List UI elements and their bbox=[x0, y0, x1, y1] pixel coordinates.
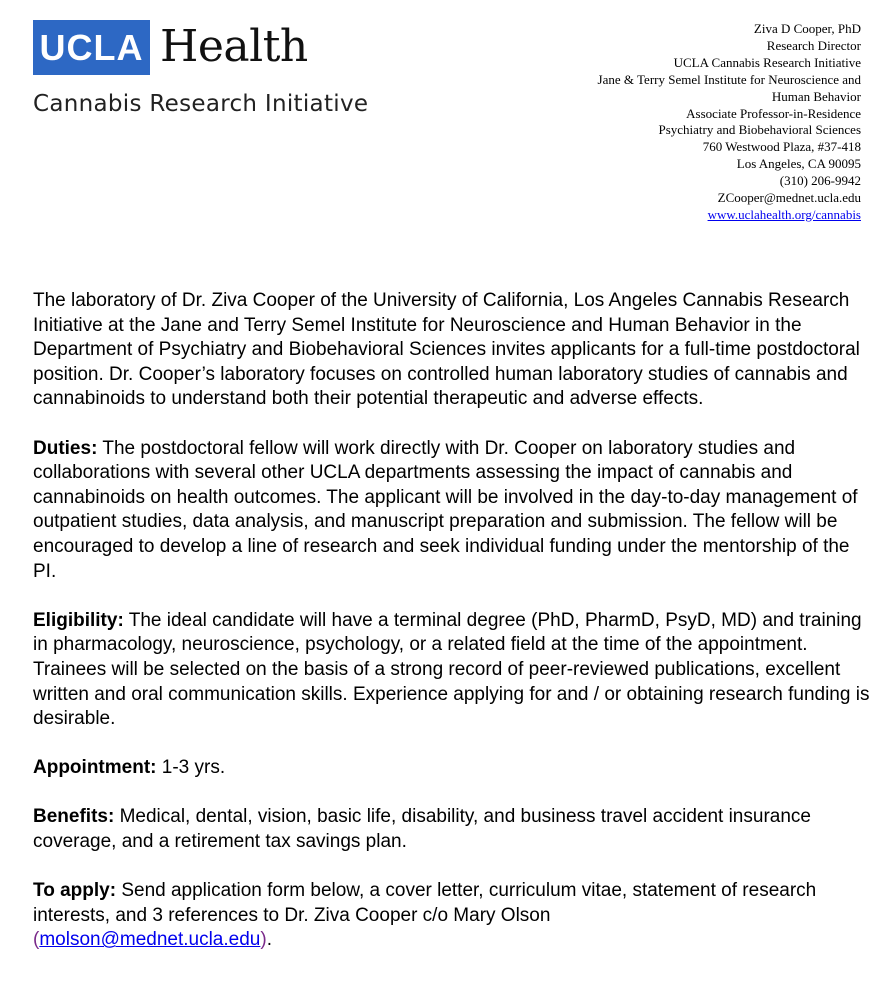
eligibility-paragraph bbox=[33, 609, 873, 732]
apply-paren-close: ) bbox=[260, 929, 267, 951]
appointment-text: 1-3 yrs. bbox=[156, 757, 226, 779]
ucla-logo-box: UCLA bbox=[33, 20, 150, 75]
apply-text: Send application form below, a cover letter, curriculum vitae, statement of research interests, and 3 references to Dr. Ziva Cooper c/o Mary Olson bbox=[33, 880, 817, 926]
contact-name: Ziva D Cooper, PhD bbox=[753, 21, 861, 36]
contact-institute-line2: Human Behavior bbox=[771, 88, 861, 104]
health-wordmark: Health bbox=[160, 21, 308, 72]
contact-website-link[interactable]: www.uclahealth.org/cannabis bbox=[707, 206, 861, 222]
duties-paragraph bbox=[33, 437, 873, 585]
contact-title: Research Director bbox=[766, 37, 861, 53]
benefits-label: Benefits: bbox=[33, 806, 115, 828]
contact-address-city: Los Angeles, CA 90095 bbox=[736, 156, 861, 172]
apply-label: To apply: bbox=[33, 880, 117, 902]
intro-paragraph: The laboratory of Dr. Ziva Cooper of the University of California, Los Angeles Cannabis Research Initiative at the Jane and Terry Semel Institute for Neuroscience and Human Behavior in the Department of Psychiatry and Biobehavioral Sciences invites applicants for a full-time postdoctoral position. Dr. Cooper’s laboratory focuses on controlled human laboratory studies of cannabis and cannabinoids to understand both their potential therapeutic and adverse effects. bbox=[33, 290, 860, 410]
contact-address-street: 760 Westwood Plaza, #37-418 bbox=[702, 139, 861, 155]
appointment-label: Appointment: bbox=[33, 757, 157, 779]
posting-body bbox=[33, 289, 873, 978]
ucla-health-logo bbox=[33, 20, 403, 120]
apply-paren-open: ( bbox=[33, 929, 40, 951]
eligibility-label: Eligibility: bbox=[33, 609, 124, 631]
contact-email: ZCooper@mednet.ucla.edu bbox=[717, 190, 861, 206]
contact-block bbox=[501, 21, 861, 224]
contact-institute-line1: Jane & Terry Semel Institute for Neuroscience and bbox=[597, 71, 861, 87]
contact-org: UCLA Cannabis Research Initiative bbox=[673, 54, 861, 70]
contact-department: Psychiatry and Biobehavioral Sciences bbox=[658, 122, 861, 138]
contact-position: Associate Professor-in-Residence bbox=[686, 105, 861, 121]
apply-email-link[interactable]: molson@mednet.ucla.edu bbox=[39, 929, 261, 951]
duties-label: Duties: bbox=[33, 437, 98, 459]
eligibility-text: The ideal candidate will have a terminal degree (PhD, PharmD, PsyD, MD) and training in pharmacology, neuroscience, psychology, or a related field at the time of the appointment. Trainees will be selected on the basis of a strong record of peer-reviewed publications, excellent written and oral communication skills. Experience applying for and / or obtaining research funding is desirable. bbox=[33, 609, 870, 730]
apply-period: . bbox=[266, 929, 272, 951]
benefits-text: Medical, dental, vision, basic life, disability, and business travel accident insurance coverage, and a retirement tax savings plan. bbox=[33, 806, 811, 853]
apply-paragraph bbox=[33, 879, 873, 953]
contact-phone: (310) 206-9942 bbox=[779, 173, 861, 189]
benefits-paragraph bbox=[33, 805, 873, 854]
duties-text: The postdoctoral fellow will work directly with Dr. Cooper on laboratory studies and collaborations with several other UCLA departments assessing the impact of cannabis and cannabinoids on health outcomes. The applicant will be involved in the day-to-day management of outpatient studies, data analysis, and manuscript preparation and submission. The fellow will be encouraged to develop a line of research and seek individual funding under the mentorship of the PI. bbox=[33, 437, 858, 582]
appointment-paragraph bbox=[33, 756, 873, 781]
logo-subtitle: Cannabis Research Initiative bbox=[33, 91, 369, 117]
